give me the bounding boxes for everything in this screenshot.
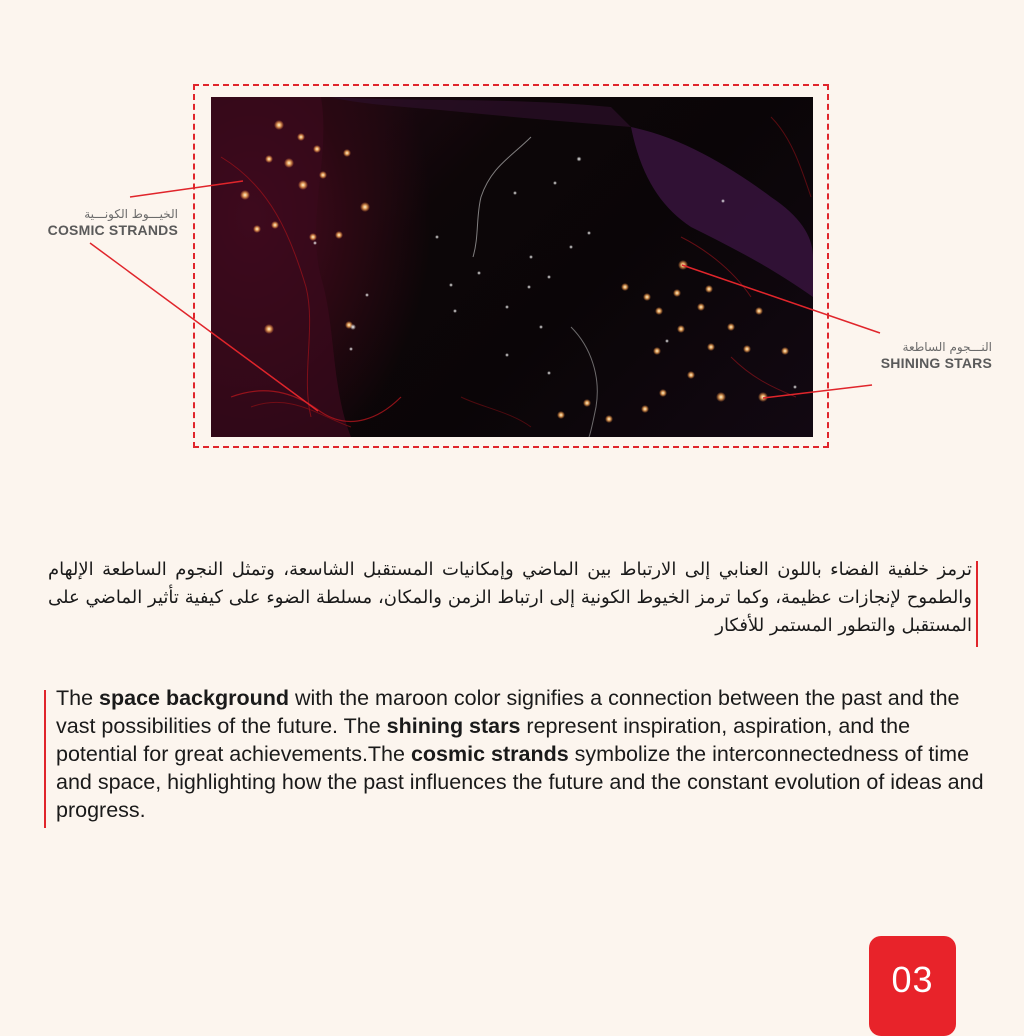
cosmic-strands-arabic: الخيـــوط الكونـــية [84,207,178,221]
shining-stars-arabic: النـــجوم الساطعة [902,340,992,354]
english-text-4: symbolize the interconnectedness of time and space, highlighting how the past influences the future and the constant evolution of ideas and progress. [56,742,984,822]
english-text-1: The [56,686,100,710]
cosmic-strands-label [20,207,178,239]
page-number-badge: 03 [869,936,956,1036]
english-text-2: with the maroon color signifies a connection between the past and the vast possibilities of the future. The [56,686,960,738]
space-background-image [211,97,813,437]
english-text-3: represent inspiration, aspiration, and the potential for great achievements.The [56,714,911,766]
english-paragraph [56,684,986,824]
arabic-paragraph: ترمز خلفية الفضاء باللون العنابي إلى الارتباط بين الماضي وإمكانيات المستقبل الشاسعة، وتمثل النجوم الساطعة الإلهام والطموح لإنجازات عظيمة، وكما ترمز الخيوط الكونية إلى ارتباط الزمن والمكان، مسلطة الضوء على كيفية تأثير الماضي على المستقبل والتطور المستمر للأفكار [48,559,972,636]
english-bold-space-background: space background [99,686,290,710]
cosmic-strands-english: COSMIC STRANDS [47,222,178,238]
english-paragraph-accent-bar [44,690,46,828]
arabic-paragraph-accent-bar [976,561,978,647]
space-illustration [211,97,813,437]
english-bold-shining-stars: shining stars [386,714,521,738]
shining-stars-label [836,340,992,372]
english-bold-cosmic-strands: cosmic strands [410,742,569,766]
shining-stars-english: SHINING STARS [880,355,992,371]
